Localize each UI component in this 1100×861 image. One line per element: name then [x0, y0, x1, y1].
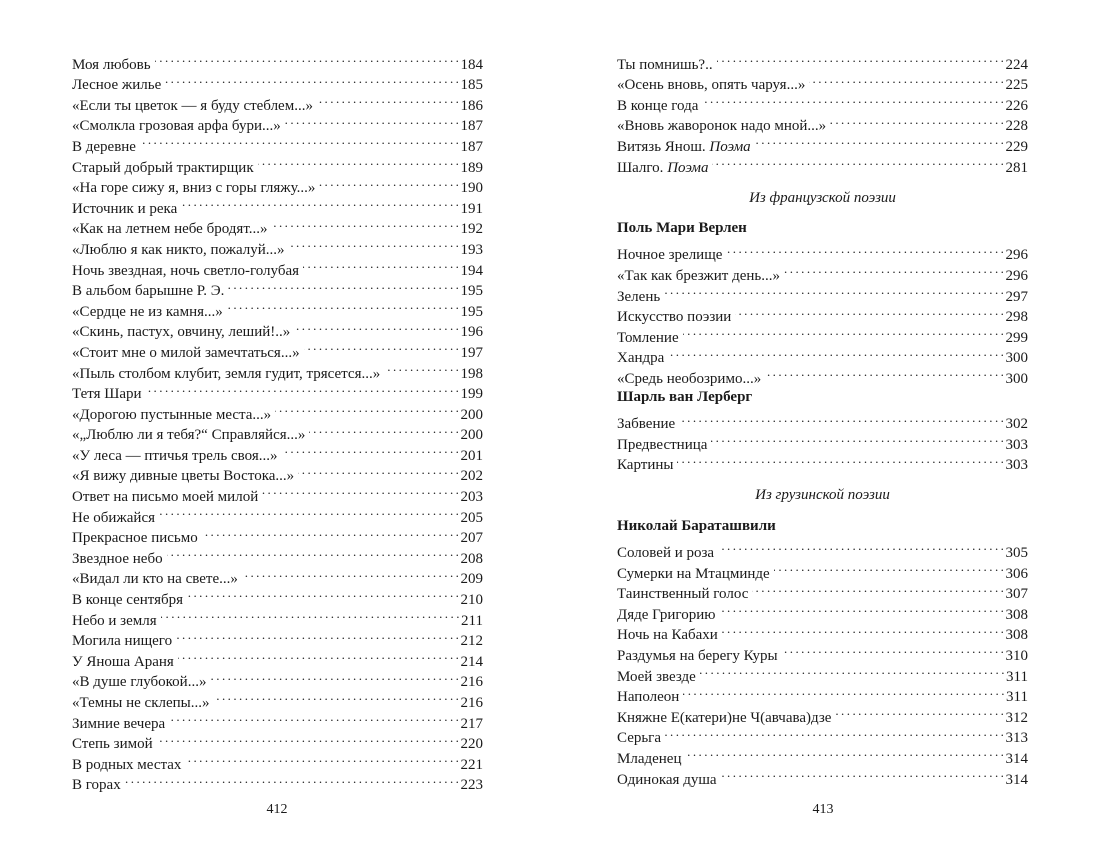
toc-entry-page: 195	[460, 303, 483, 320]
page-number-left: 412	[266, 802, 288, 817]
toc-entry[interactable]	[617, 722, 1028, 747]
toc-entry-page: 197	[460, 344, 483, 361]
dot-leader	[679, 408, 1003, 429]
toc-entry-page: 296	[1005, 247, 1028, 264]
toc-entry[interactable]	[72, 48, 483, 73]
dot-leader	[282, 439, 459, 460]
dot-leader	[784, 259, 1004, 280]
toc-entry-title: Соловей и роза	[617, 545, 715, 562]
left-page	[72, 48, 483, 794]
toc-entry-page: 305	[1005, 545, 1028, 562]
page-number-right: 413	[812, 802, 834, 817]
toc-list-verlaine	[617, 239, 1028, 387]
toc-entry-page: 208	[460, 550, 483, 567]
toc-entry-title: В родных местах	[72, 756, 182, 773]
toc-entry-title: В конце сентября	[72, 592, 184, 609]
toc-entry-title: Ты помнишь?..	[617, 56, 713, 73]
dot-leader	[683, 681, 1004, 702]
dot-leader	[176, 625, 458, 646]
dot-leader	[289, 233, 459, 254]
toc-entry-title: «У леса — птичья трель своя...»	[72, 447, 278, 464]
dot-leader	[668, 342, 1003, 363]
toc-entry-title: «На горе сижу я, вниз с горы гляжу...»	[72, 180, 316, 197]
dot-leader	[685, 742, 1003, 763]
toc-entry-title: «В душе глубокой...»	[72, 674, 207, 691]
toc-entry-title: Наполеон	[617, 689, 680, 706]
toc-entry[interactable]	[72, 769, 483, 794]
toc-entry-page: 303	[1005, 436, 1028, 453]
dot-leader	[294, 316, 458, 337]
toc-entry-page: 226	[1005, 97, 1028, 114]
toc-entry-page: 189	[460, 159, 483, 176]
toc-entry-title: «Осень вновь, опять чаруя...»	[617, 77, 806, 94]
toc-entry-page: 214	[460, 653, 483, 670]
toc-entry-page: 211	[461, 612, 483, 629]
dot-leader	[140, 130, 459, 151]
section-heading-georgian: Из грузинской поэзии	[755, 487, 890, 504]
toc-entry-page: 201	[460, 447, 483, 464]
toc-entry[interactable]	[617, 536, 1028, 562]
toc-entry-page: 200	[460, 427, 483, 444]
toc-entry-page: 307	[1005, 586, 1028, 603]
toc-entry-page: 191	[460, 200, 483, 217]
dot-leader	[167, 542, 459, 563]
toc-entry-page: 229	[1005, 138, 1028, 155]
toc-list-right-top	[617, 48, 1028, 176]
toc-entry-title: В деревне	[72, 138, 136, 155]
toc-entry-title: «Я вижу дивные цветы Востока...»	[72, 468, 295, 485]
section-heading-french: Из французской поэзии	[749, 189, 896, 206]
toc-entry-page: 202	[460, 468, 483, 485]
toc-entry-page: 194	[460, 262, 483, 279]
toc-entry-title: Звездное небо	[72, 550, 163, 567]
author-heading-baratashvili: Николай Бараташвили	[617, 517, 776, 534]
dot-leader	[711, 428, 1003, 449]
dot-leader	[319, 172, 458, 193]
toc-entry-page: 299	[1005, 329, 1028, 346]
dot-leader	[835, 701, 1003, 722]
toc-entry-title: Таинственный голос	[617, 586, 749, 603]
dot-leader	[384, 357, 458, 378]
dot-leader	[202, 522, 459, 543]
dot-leader	[700, 660, 1004, 681]
toc-entry-title: Тетя Шари	[72, 386, 142, 403]
dot-leader	[157, 728, 459, 749]
toc-entry-page: 298	[1005, 309, 1028, 326]
dot-leader	[304, 336, 459, 357]
toc-entry-title: Старый добрый трактирщик	[72, 159, 254, 176]
toc-entry-title: «Средь необозримо...»	[617, 370, 762, 387]
toc-entry-page: 184	[460, 56, 483, 73]
toc-entry-page: 196	[460, 324, 483, 341]
toc-entry-title: Картины	[617, 457, 674, 474]
toc-entry-title: Ночь звездная, ночь светло-голубая	[72, 262, 300, 279]
toc-entry-title: В горах	[72, 777, 121, 794]
toc-entry-title: Искусство поэзии	[617, 309, 732, 326]
toc-entry-page: 193	[460, 241, 483, 258]
dot-leader	[755, 130, 1004, 151]
toc-entry-page: 217	[460, 715, 483, 732]
toc-entry-page: 300	[1005, 370, 1028, 387]
toc-entry-page: 209	[460, 571, 483, 588]
toc-entry-title: Ответ на письмо моей милой	[72, 489, 259, 506]
toc-entry-page: 212	[460, 633, 483, 650]
toc-entry[interactable]	[617, 48, 1028, 73]
toc-entry-page: 311	[1006, 689, 1028, 706]
toc-entry-page: 314	[1005, 751, 1028, 767]
toc-entry-title: Не обижайся	[72, 509, 156, 526]
toc-entry-title: «Темны не склепы...»	[72, 695, 210, 711]
dot-leader	[721, 763, 1004, 784]
toc-entry-page: 205	[460, 509, 483, 526]
toc-entry-title: Хандра	[617, 350, 665, 367]
toc-entry-title: Прекрасное письмо	[72, 530, 198, 547]
toc-list-baratashvili	[617, 536, 1028, 788]
toc-entry-title: Княжне Е(катери)не Ч(авчава)дзе	[617, 709, 832, 726]
toc-entry-page: 303	[1005, 457, 1028, 474]
toc-entry-title: Младенец	[617, 751, 682, 767]
toc-entry-title: «Вновь жаворонок надо мной...»	[617, 118, 827, 135]
dot-leader	[258, 151, 459, 172]
toc-entry-page: 210	[460, 592, 483, 609]
toc-entry-page: 187	[460, 138, 483, 155]
dot-leader	[169, 707, 458, 728]
dot-leader	[765, 362, 1003, 383]
toc-entry-title: «Пыль столбом клубит, земля гудит, трясется...»	[72, 365, 381, 382]
toc-entry-page: 314	[1005, 771, 1028, 788]
toc-entry-title: Раздумья на берегу Куры	[617, 648, 778, 665]
dot-leader	[161, 604, 459, 625]
toc-entry-page: 308	[1005, 627, 1028, 644]
toc-entry-page: 207	[460, 530, 483, 547]
dot-leader	[272, 213, 459, 234]
toc-entry[interactable]	[617, 449, 1028, 474]
toc-entry-title: «Дорогою пустынные места...»	[72, 406, 272, 423]
dot-leader	[712, 151, 1003, 172]
dot-leader	[242, 563, 459, 584]
dot-leader	[285, 110, 459, 131]
toc-entry-page: 187	[460, 118, 483, 135]
dot-leader	[726, 239, 1003, 260]
toc-entry-page: 198	[460, 365, 483, 382]
dot-leader	[275, 398, 458, 419]
toc-entry-title: Шалго. Поэма	[617, 159, 709, 176]
toc-entry-title: В конце года	[617, 97, 699, 114]
toc-entry-page: 216	[460, 674, 483, 691]
toc-entry-title: Одинокая душа	[617, 771, 717, 788]
toc-entry-title: Ночное зрелище	[617, 247, 723, 264]
toc-entry-page: 312	[1005, 709, 1028, 726]
dot-leader	[228, 275, 458, 296]
toc-entry-page: 308	[1005, 606, 1028, 623]
dot-leader	[774, 557, 1004, 578]
toc-entry-page: 185	[460, 77, 483, 94]
toc-entry-title: Сумерки на Мтацминде	[617, 565, 770, 582]
dot-leader	[702, 89, 1003, 110]
toc-entry-title: «Сердце не из камня...»	[72, 303, 223, 320]
toc-entry-title: «Скинь, пастух, овчину, леший!..»	[72, 324, 291, 341]
dot-leader	[146, 378, 459, 399]
toc-entry-title: Зимние вечера	[72, 715, 166, 732]
dot-leader	[165, 69, 458, 90]
toc-entry-title: Небо и земля	[72, 612, 157, 629]
dot-leader	[303, 254, 458, 275]
toc-entry-title: В альбом барышне Р. Э.	[72, 283, 225, 300]
toc-entry-title: Лесное жилье	[72, 77, 162, 94]
toc-entry[interactable]	[617, 342, 1028, 367]
toc-entry-page: 192	[460, 221, 483, 238]
toc-list-lerberghe	[617, 408, 1028, 474]
toc-entry-page: 310	[1005, 648, 1028, 665]
dot-leader	[722, 619, 1004, 640]
dot-leader	[683, 321, 1004, 342]
dot-leader	[159, 501, 458, 522]
dot-leader	[210, 666, 458, 687]
toc-entry-title: Могила нищего	[72, 633, 173, 650]
dot-leader	[752, 578, 1003, 599]
toc-entry-title: «Стоит мне о милой замечтаться...»	[72, 344, 300, 361]
dot-leader	[719, 598, 1003, 619]
toc-entry[interactable]	[617, 239, 1028, 264]
toc-entry-title: Томление	[617, 329, 679, 346]
dot-leader	[665, 722, 1004, 743]
toc-entry-title: «Люблю я как никто, пожалуй...»	[72, 241, 285, 258]
toc-entry-title: «„Люблю ли я тебя?“ Справляйся...»	[72, 427, 306, 444]
toc-entry-page: 221	[460, 756, 483, 773]
toc-entry[interactable]	[617, 280, 1028, 305]
toc-entry-page: 190	[460, 180, 483, 197]
toc-entry-page: 281	[1005, 159, 1028, 176]
toc-entry-page: 311	[1006, 668, 1028, 685]
toc-list-left	[72, 48, 483, 794]
dot-leader	[298, 460, 458, 481]
toc-entry-page: 199	[460, 386, 483, 403]
toc-entry-title: Дяде Григорию	[617, 606, 716, 623]
toc-entry[interactable]	[617, 742, 1028, 767]
dot-leader	[185, 748, 458, 769]
toc-entry-title: Моей звезде	[617, 668, 696, 685]
toc-entry[interactable]	[617, 408, 1028, 433]
dot-leader	[809, 69, 1003, 90]
dot-leader	[830, 110, 1003, 131]
toc-entry[interactable]	[617, 301, 1028, 326]
toc-entry-page: 200	[460, 406, 483, 423]
toc-entry-title: Забвение	[617, 416, 676, 433]
toc-entry-title: Степь зимой	[72, 736, 153, 753]
dot-leader	[213, 686, 458, 707]
toc-entry-page: 225	[1005, 77, 1028, 94]
dot-leader	[317, 89, 459, 110]
toc-entry-page: 300	[1005, 350, 1028, 367]
toc-entry-page: 306	[1005, 565, 1028, 582]
toc-entry-title: Предвестница	[617, 436, 708, 453]
dot-leader	[178, 645, 459, 666]
toc-entry-title: Серьга	[617, 730, 661, 747]
author-heading-lerberghe: Шарль ван Лерберг	[617, 388, 753, 405]
dot-leader	[187, 583, 458, 604]
dot-leader	[181, 192, 458, 213]
toc-entry-title: «Видал ли кто на свете...»	[72, 571, 238, 588]
dot-leader	[262, 480, 458, 501]
toc-entry-title: Витязь Янош. Поэма	[617, 138, 751, 155]
dot-leader	[309, 419, 458, 440]
toc-entry-page: 224	[1005, 56, 1028, 73]
toc-entry-page: 297	[1005, 288, 1028, 305]
right-page	[617, 48, 1028, 788]
toc-entry-title: Источник и река	[72, 200, 178, 217]
toc-entry-title: «Как на летнем небе бродят...»	[72, 221, 268, 238]
toc-entry-page: 203	[460, 489, 483, 506]
toc-entry-page: 223	[460, 777, 483, 794]
toc-entry-page: 220	[460, 736, 483, 753]
dot-leader	[718, 536, 1003, 557]
toc-entry-title: «Если ты цветок — я буду стеблем...»	[72, 97, 313, 114]
toc-entry-title: «Смолкла грозовая арфа бури...»	[72, 118, 281, 135]
toc-entry[interactable]	[617, 362, 1028, 387]
dot-leader	[735, 301, 1003, 322]
toc-entry-title: Зелень	[617, 288, 661, 305]
toc-entry-title: Ночь на Кабахи	[617, 627, 718, 644]
toc-entry-page: 195	[460, 283, 483, 300]
toc-entry-title: «Так как брезжит день...»	[617, 267, 780, 284]
dot-leader	[125, 769, 459, 790]
dot-leader	[227, 295, 459, 316]
author-heading-verlaine: Поль Мари Верлен	[617, 220, 747, 237]
dot-leader	[782, 639, 1004, 660]
toc-entry-page: 296	[1005, 267, 1028, 284]
toc-entry-title: Моя любовь	[72, 56, 151, 73]
toc-entry-page: 186	[460, 97, 483, 114]
dot-leader	[155, 48, 459, 69]
toc-entry-page: 216	[460, 695, 483, 711]
toc-entry-page: 313	[1005, 730, 1028, 747]
toc-entry-page: 302	[1005, 416, 1028, 433]
dot-leader	[677, 449, 1003, 470]
toc-entry-title: У Яноша Араня	[72, 653, 174, 670]
dot-leader	[664, 280, 1003, 301]
toc-entry-page: 228	[1005, 118, 1028, 135]
dot-leader	[717, 48, 1004, 69]
